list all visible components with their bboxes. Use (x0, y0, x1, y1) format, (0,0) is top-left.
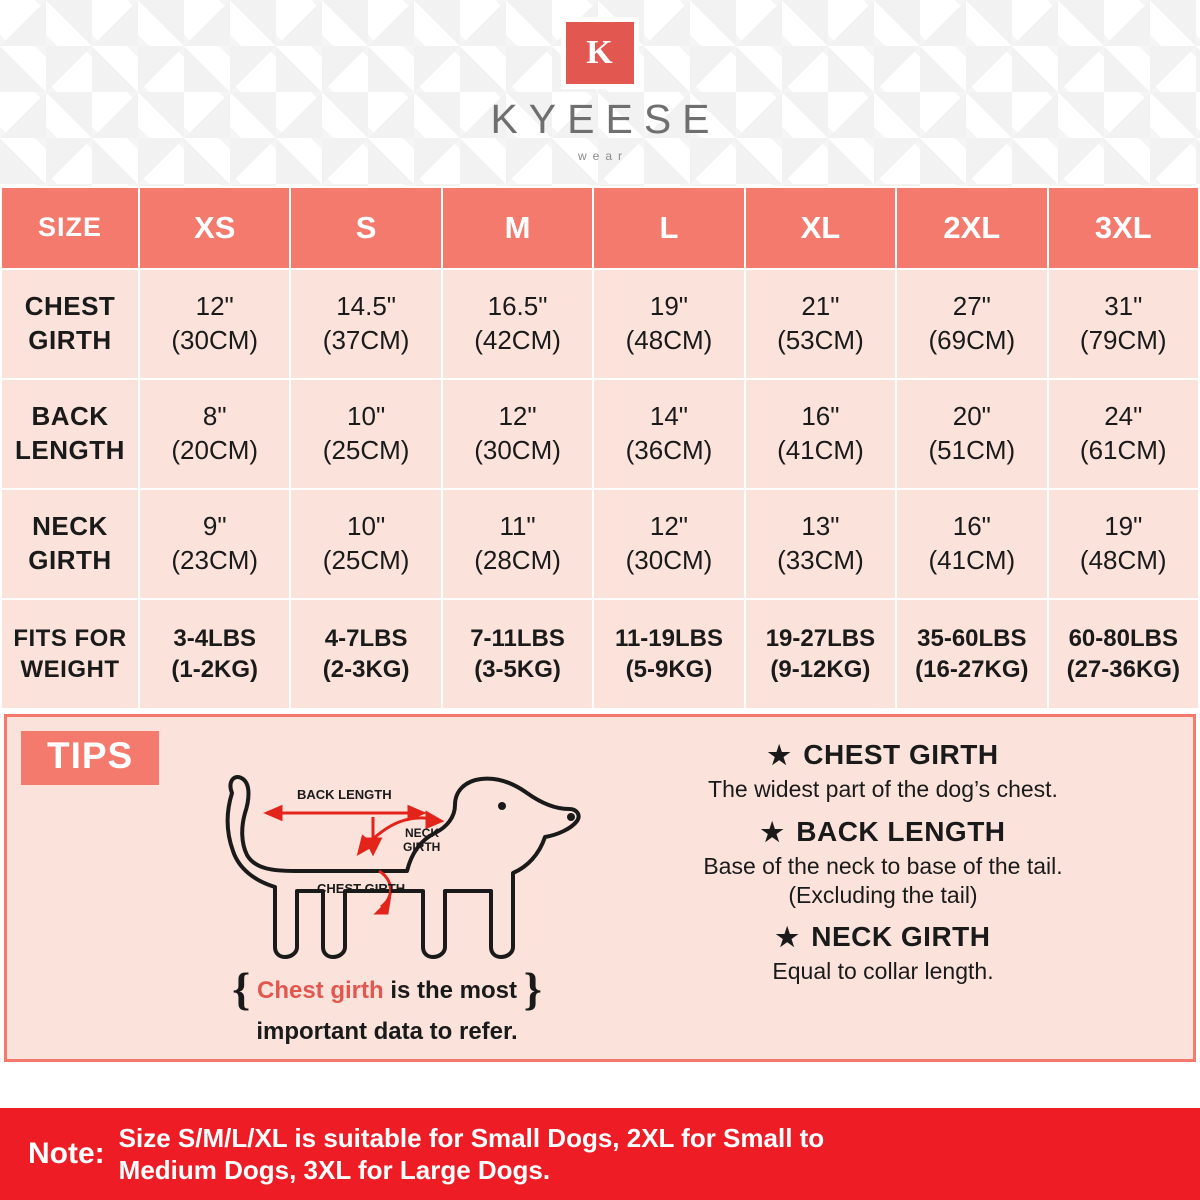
dog-measurement-diagram (197, 751, 597, 981)
cell-value-cm: (48CM) (625, 325, 713, 355)
cell-back-xs (139, 379, 290, 489)
cell-weight-2xl (896, 599, 1047, 709)
cell-chest-xs (139, 269, 290, 379)
row-label-line1: CHEST (24, 291, 116, 322)
tip-title-chest-girth (597, 739, 1169, 771)
cell-value-cm: (69CM) (928, 325, 1016, 355)
row-label-line2: WEIGHT (20, 656, 120, 683)
cell-value-lbs: 19-27LBS (765, 624, 876, 652)
cell-back-l (593, 379, 744, 489)
cell-value-kg: (16-27KG) (915, 656, 1029, 683)
cell-value-in: 16.5" (487, 291, 548, 322)
tip-title-neck-girth (597, 921, 1169, 953)
note-line2: Medium Dogs, 3XL for Large Dogs. (118, 1155, 551, 1185)
table-header-s: S (290, 187, 441, 269)
star-icon: ★ (760, 816, 785, 847)
cell-value-cm: (42CM) (474, 325, 561, 355)
cell-value-lbs: 3-4LBS (173, 624, 257, 652)
cell-value-in: 19" (1104, 511, 1143, 542)
note-banner (0, 1108, 1200, 1200)
star-icon: ★ (767, 740, 792, 770)
brand-subtitle: wear (577, 149, 628, 163)
table-row-back-length (1, 379, 1199, 489)
cell-back-2xl (896, 379, 1047, 489)
cell-weight-3xl (1048, 599, 1199, 709)
cell-back-xl (745, 379, 896, 489)
cell-value-in: 12" (649, 511, 689, 542)
table-header-2xl: 2XL (896, 187, 1047, 269)
brand-header (0, 0, 1200, 186)
cell-weight-l (593, 599, 744, 709)
tips-illustration-area (7, 717, 597, 1059)
cell-value-cm: (33CM) (777, 545, 864, 575)
row-label-line2: LENGTH (15, 435, 125, 465)
cell-value-in: 16" (801, 401, 840, 432)
cell-value-in: 12" (195, 291, 234, 322)
cell-value-cm: (20CM) (171, 435, 259, 465)
tips-badge: TIPS (21, 731, 159, 785)
cell-neck-2xl (896, 489, 1047, 599)
cell-neck-xs (139, 489, 290, 599)
cell-value-lbs: 60-80LBS (1068, 624, 1178, 652)
cell-value-cm: (30CM) (171, 325, 259, 355)
cell-value-cm: (37CM) (322, 325, 410, 355)
tips-panel (4, 714, 1196, 1062)
table-header-xl: XL (745, 187, 896, 269)
table-row-fits-for-weight (1, 599, 1199, 709)
cell-value-in: 14.5" (336, 291, 397, 322)
cell-weight-m (442, 599, 593, 709)
tip-title-text: BACK LENGTH (796, 815, 1006, 847)
brand-name: KYEESE (490, 96, 721, 142)
row-label-chest-girth (1, 269, 139, 379)
brand-block (0, 22, 1200, 163)
tips-definitions (597, 717, 1193, 1059)
brand-logo-letter: K (586, 34, 614, 71)
cell-value-cm: (53CM) (777, 325, 864, 355)
label-back-length: BACK LENGTH (297, 787, 392, 802)
cell-value-kg: (3-5KG) (474, 656, 561, 683)
cell-value-kg: (1-2KG) (171, 656, 259, 683)
cell-weight-xs (139, 599, 290, 709)
cell-value-in: 24" (1104, 401, 1143, 432)
cell-chest-xl (745, 269, 896, 379)
cell-value-lbs: 7-11LBS (470, 624, 565, 652)
tip-title-text: CHEST GIRTH (803, 739, 999, 770)
cell-value-cm: (79CM) (1079, 325, 1167, 355)
row-label-line2: GIRTH (28, 545, 112, 575)
cell-back-s (290, 379, 441, 489)
cell-value-cm: (61CM) (1079, 435, 1167, 465)
cell-value-cm: (28CM) (474, 545, 561, 575)
tip-desc-line2: (Excluding the tail) (788, 881, 978, 908)
tips-quote-line2: important data to refer. (256, 1018, 518, 1045)
cell-value-cm: (25CM) (322, 435, 410, 465)
cell-chest-m (442, 269, 593, 379)
row-label-line2: GIRTH (28, 325, 112, 355)
brand-logo-icon (566, 22, 634, 84)
row-label-line1: FITS FOR (13, 624, 127, 652)
table-row-neck-girth (1, 489, 1199, 599)
tip-desc-back-length (597, 852, 1169, 910)
tips-quote-highlight: Chest girth (256, 976, 384, 1004)
note-text (119, 1122, 825, 1187)
cell-value-lbs: 4-7LBS (324, 624, 408, 652)
note-label: Note: (28, 1137, 105, 1170)
cell-value-in: 10" (347, 401, 386, 432)
cell-value-cm: (30CM) (474, 435, 561, 465)
brace-right-icon: } (523, 962, 542, 1014)
cell-neck-m (442, 489, 593, 599)
cell-value-in: 11" (499, 511, 536, 542)
cell-weight-xl (745, 599, 896, 709)
note-line1: Size S/M/L/XL is suitable for Small Dogs, 2XL for Small to (118, 1122, 825, 1153)
table-header-row (1, 187, 1199, 269)
label-neck-girth-2: GIRTH (403, 840, 441, 854)
cell-value-lbs: 11-19LBS (614, 624, 723, 652)
cell-neck-l (593, 489, 744, 599)
table-header-size: SIZE (1, 187, 139, 269)
dog-diagram-svg (197, 751, 597, 981)
table-row-chest-girth (1, 269, 1199, 379)
cell-value-in: 31" (1104, 291, 1143, 322)
cell-value-cm: (23CM) (171, 545, 259, 575)
star-icon: ★ (775, 922, 800, 953)
row-label-line1: BACK (31, 401, 109, 432)
cell-value-lbs: 35-60LBS (917, 624, 1027, 652)
cell-value-in: 9" (202, 511, 227, 542)
cell-chest-l (593, 269, 744, 379)
cell-neck-xl (745, 489, 896, 599)
table-header-l: L (593, 187, 744, 269)
cell-value-in: 8" (202, 401, 227, 432)
tip-title-back-length (597, 816, 1169, 848)
cell-chest-s (290, 269, 441, 379)
cell-value-in: 12" (498, 401, 537, 432)
cell-value-cm: (36CM) (625, 435, 713, 465)
cell-neck-3xl (1048, 489, 1199, 599)
cell-back-m (442, 379, 593, 489)
table-header-xs: XS (139, 187, 290, 269)
label-chest-girth: CHEST GIRTH (317, 881, 406, 896)
cell-value-kg: (27-36KG) (1066, 656, 1180, 683)
tip-desc-neck-girth: Equal to collar length. (772, 958, 994, 985)
row-label-back-length (1, 379, 139, 489)
cell-value-cm: (25CM) (322, 545, 410, 575)
cell-value-kg: (9-12KG) (770, 656, 871, 683)
row-label-line1: NECK (32, 511, 108, 542)
cell-value-cm: (30CM) (625, 545, 713, 575)
brace-left-icon: { (232, 962, 251, 1014)
cell-neck-s (290, 489, 441, 599)
cell-back-3xl (1048, 379, 1199, 489)
cell-value-in: 10" (347, 511, 386, 542)
cell-chest-2xl (896, 269, 1047, 379)
table-header-3xl: 3XL (1048, 187, 1199, 269)
cell-value-kg: (2-3KG) (322, 656, 410, 683)
cell-value-cm: (41CM) (928, 545, 1016, 575)
cell-weight-s (290, 599, 441, 709)
label-neck-girth-1: NECK (405, 826, 440, 840)
row-label-fits-for-weight (1, 599, 139, 709)
row-label-neck-girth (1, 489, 139, 599)
tips-quote (177, 960, 597, 1048)
cell-chest-3xl (1048, 269, 1199, 379)
cell-value-in: 20" (952, 401, 991, 432)
size-table (0, 186, 1200, 710)
cell-value-in: 16" (952, 511, 991, 542)
table-header-m: M (442, 187, 593, 269)
cell-value-cm: (41CM) (777, 435, 864, 465)
cell-value-in: 14" (649, 401, 689, 432)
tips-quote-rest: is the most (383, 976, 518, 1004)
cell-value-in: 19" (649, 291, 689, 322)
tip-desc-line1: Base of the neck to base of the tail. (703, 852, 1063, 879)
cell-value-cm: (51CM) (928, 435, 1016, 465)
tip-title-text: NECK GIRTH (811, 921, 991, 953)
cell-value-in: 13" (801, 511, 840, 542)
cell-value-cm: (48CM) (1079, 545, 1167, 575)
cell-value-in: 21" (801, 291, 840, 322)
tip-desc-chest-girth: The widest part of the dog’s chest. (708, 776, 1058, 802)
cell-value-in: 27" (952, 291, 991, 322)
cell-value-kg: (5-9KG) (625, 656, 713, 683)
